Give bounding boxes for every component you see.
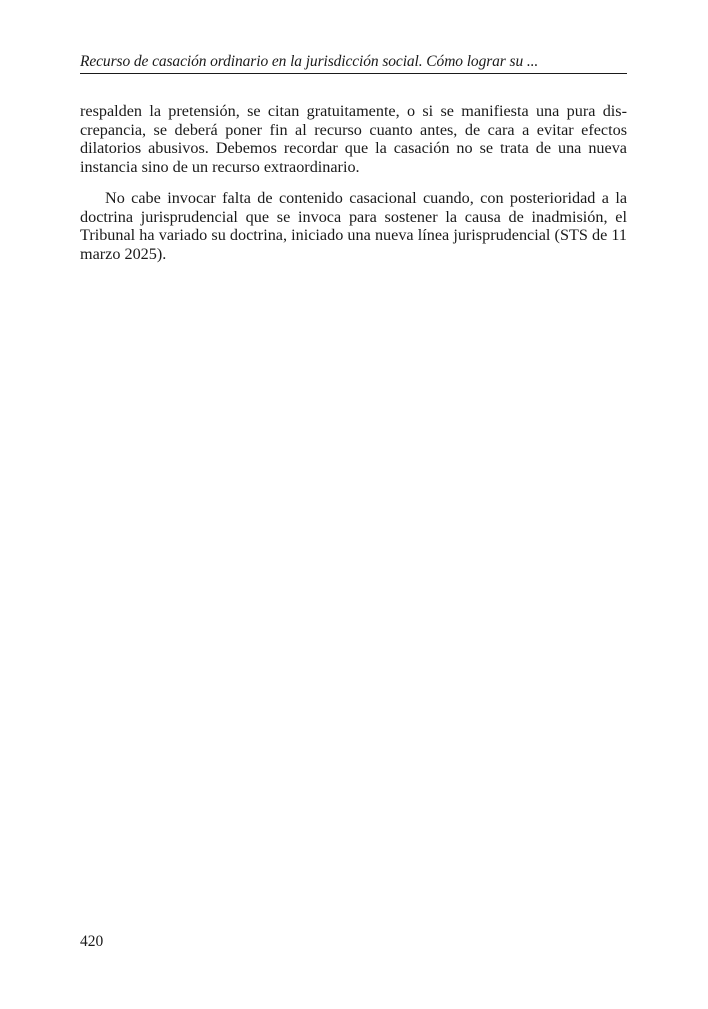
paragraph: No cabe invocar falta de contenido casacional cuando, con posterioridad a la doctrina jurisprudencial que se invoca para sostener la causa de inadmisión, el Tribunal ha variado su doctrina, iniciado una nueva línea jurisprudencial (STS de 11 marzo 2025). bbox=[80, 188, 627, 263]
body-text bbox=[80, 102, 627, 264]
running-header: Recurso de casación ordinario en la jurisdicción social. Cómo lograr su ... bbox=[80, 52, 627, 74]
page-number: 420 bbox=[80, 933, 104, 950]
paragraph-continuation: respalden la pretensión, se citan gratuitamente, o si se manifiesta una pura discrepancia, se deberá poner fin al recurso cuanto antes, de cara a evitar efectos dilatorios abusivos. Debemos recordar que la casación no se trata de una nueva instancia sino de un recurso extraordinario. bbox=[80, 102, 627, 177]
